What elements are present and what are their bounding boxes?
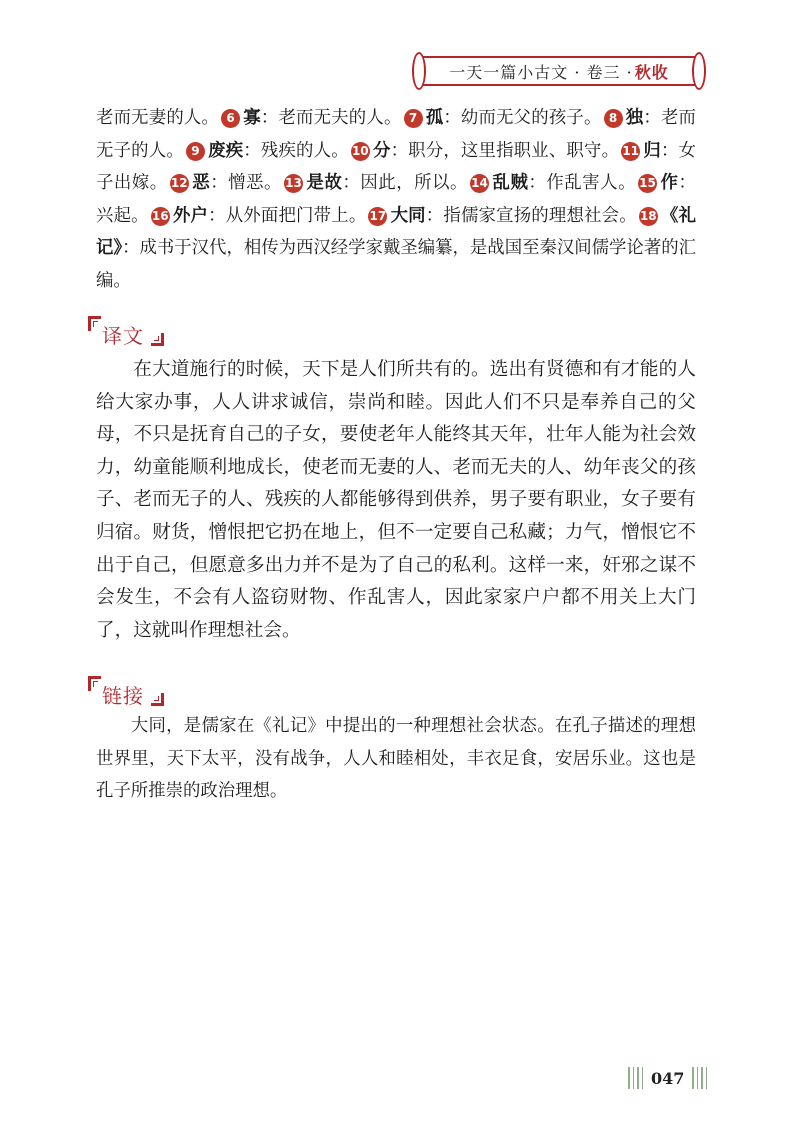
note-term: 废疾 bbox=[207, 140, 244, 161]
notes-paragraph bbox=[96, 102, 696, 297]
note-term: 《礼记》 bbox=[96, 205, 696, 258]
note-number-badge: 7 bbox=[404, 109, 423, 128]
note-term: 外户 bbox=[172, 205, 209, 226]
note-definition: ：幼而无父的孩子。 bbox=[443, 108, 602, 128]
header-left-ornament bbox=[412, 52, 426, 90]
note-number-badge: 17 bbox=[368, 207, 387, 226]
note-term: 大同 bbox=[390, 205, 426, 226]
note-term: 是故 bbox=[305, 173, 343, 193]
translation-heading-label: 译文 bbox=[102, 324, 144, 348]
note-definition: ：老而无子的人。 bbox=[96, 108, 696, 161]
note-number-badge: 8 bbox=[604, 109, 623, 128]
note-term: 孤 bbox=[425, 108, 444, 128]
note-number-badge: 6 bbox=[221, 109, 240, 128]
page-number-left-stripes bbox=[628, 1067, 643, 1089]
heading-corner-ornament bbox=[88, 316, 101, 331]
note-definition: ：兴起。 bbox=[96, 173, 696, 226]
note-definition: ：成书于汉代，相传为西汉经学家戴圣编纂，是战国至秦汉间儒学论著的汇编。 bbox=[96, 238, 696, 291]
note-term: 寡 bbox=[243, 108, 261, 128]
note-definition: ：女子出嫁。 bbox=[96, 140, 696, 193]
note-definition: ：憎恶。 bbox=[210, 173, 282, 193]
note-definition: ：指儒家宣扬的理想社会。 bbox=[425, 205, 637, 226]
note-definition: ：从外面把门带上。 bbox=[208, 205, 367, 226]
page-number: 047 bbox=[651, 1068, 685, 1088]
page-number-block bbox=[628, 1066, 707, 1090]
note-term: 归 bbox=[643, 140, 661, 161]
note-number-badge: 11 bbox=[621, 142, 640, 161]
header-season: 秋收 bbox=[634, 62, 669, 82]
note-term: 作 bbox=[660, 173, 679, 193]
note-number-badge: 10 bbox=[351, 142, 370, 161]
translation-paragraph: 在大道施行的时候，天下是人们所共有的。选出有贤德和有才能的人给大家办事，人人讲求诚信，崇尚和睦。因此人们不只是奉养自己的父母，不只是抚育自己的子女，要使老年人能终其天年，壮年人能为社会效力，幼童能顺利地成长，使老而无妻的人、老而无夫的人、幼年丧父的孩子、老而无子的人、残疾的人都能够得到供养，男子要有职业，女子要有归宿。财货，憎恨把它扔在地上，但不一定要自己私藏；力气，憎恨它不出于自己，但愿意多出力并不是为了自己的私利。这样一来，奸邪之谋不会发生，不会有人盗窃财物、作乱害人，因此家家户户都不用关上大门了，这就叫作理想社会。 bbox=[96, 359, 696, 641]
note-definition: ：职分，这里指职业、职守。 bbox=[390, 140, 620, 161]
link-heading bbox=[88, 676, 168, 708]
note-definition: ：残疾的人。 bbox=[243, 140, 349, 161]
note-number-badge: 16 bbox=[151, 207, 170, 226]
note-definition: ：因此，所以。 bbox=[342, 173, 468, 193]
note-definition: ：老而无夫的人。 bbox=[260, 108, 402, 128]
note-term: 乱贼 bbox=[491, 173, 529, 193]
annotation-notes bbox=[96, 102, 696, 297]
note-number-badge: 18 bbox=[639, 207, 658, 226]
header-right-ornament bbox=[692, 52, 706, 90]
note-number-badge: 9 bbox=[186, 142, 205, 161]
header-title-text: 一天一篇小古文 · 卷三 · bbox=[449, 62, 633, 82]
link-text bbox=[96, 710, 696, 808]
running-header bbox=[418, 56, 700, 86]
heading-corner-ornament bbox=[88, 676, 101, 691]
translation-text bbox=[96, 354, 696, 647]
note-term: 分 bbox=[372, 140, 391, 161]
note-number-badge: 12 bbox=[170, 174, 189, 193]
translation-heading bbox=[88, 316, 168, 348]
note-number-badge: 14 bbox=[470, 174, 489, 193]
link-heading-label: 链接 bbox=[102, 684, 144, 708]
note-term: 恶 bbox=[191, 173, 211, 193]
heading-corner-ornament bbox=[151, 693, 164, 706]
note-number-badge: 15 bbox=[638, 174, 657, 193]
link-paragraph: 大同，是儒家在《礼记》中提出的一种理想社会状态。在孔子描述的理想世界里，天下太平，没有战争，人人和睦相处，丰衣足食，安居乐业。这也是孔子所推崇的政治理想。 bbox=[96, 716, 696, 801]
heading-corner-ornament bbox=[151, 333, 164, 346]
header-title bbox=[449, 60, 668, 83]
note-definition: ：作乱害人。 bbox=[528, 173, 637, 193]
page-number-right-stripes bbox=[692, 1067, 707, 1089]
note-term: 独 bbox=[625, 108, 644, 128]
note-intro: 老而无妻的人。 bbox=[96, 108, 220, 128]
note-number-badge: 13 bbox=[284, 174, 303, 193]
